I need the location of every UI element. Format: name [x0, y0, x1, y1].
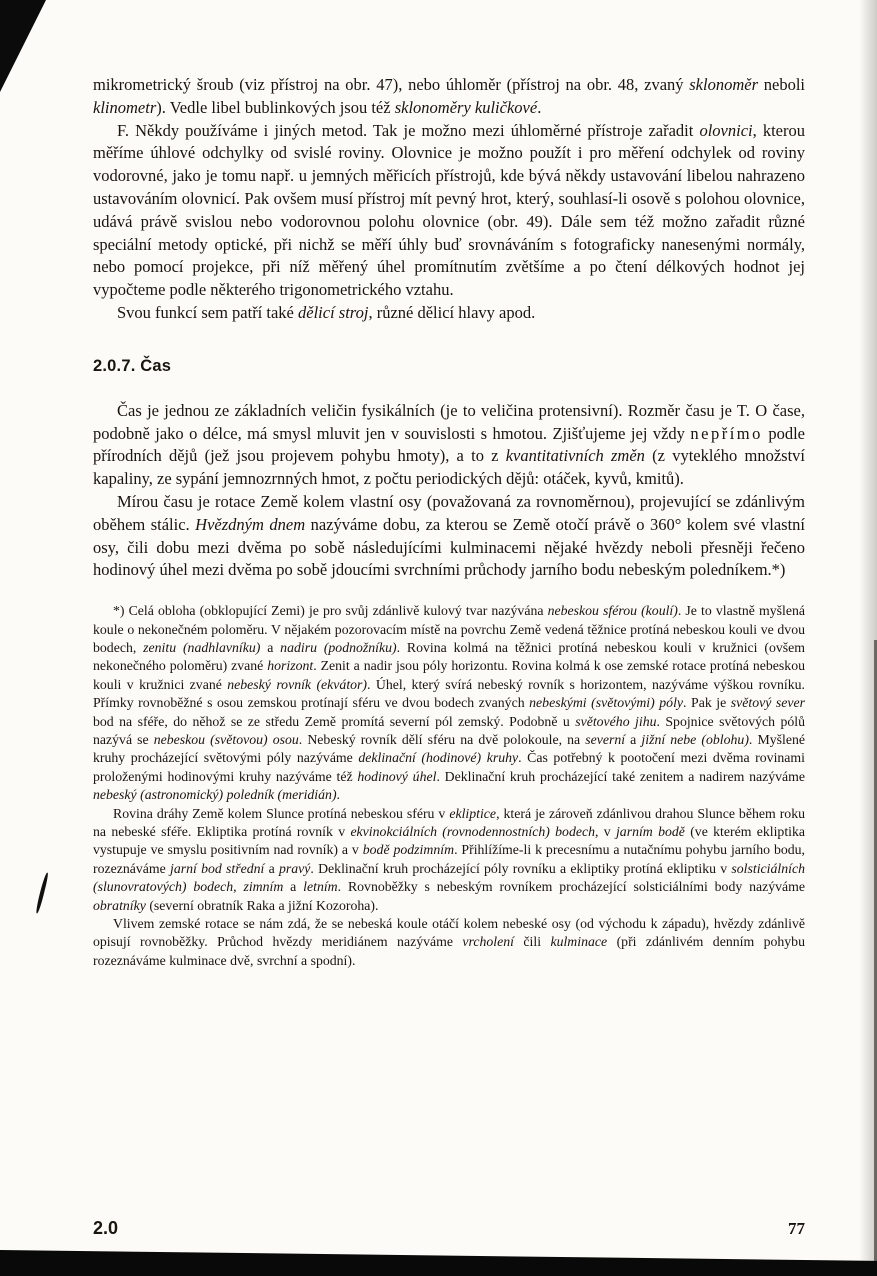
intro-text-block: [93, 74, 805, 325]
page-footer: [93, 1218, 805, 1239]
text-run: Rovina dráhy Země kolem Slunce protíná nebeskou sféru v: [113, 805, 450, 821]
text-run: Svou funkcí sem patří také: [117, 302, 299, 322]
italic-run: hodinový úhel: [357, 768, 437, 784]
italic-run: nadiru (podnožníku): [280, 639, 397, 655]
italic-run: nebeskou sférou (koulí): [547, 603, 678, 619]
italic-run: sklonoměry kuličkové: [394, 97, 538, 117]
text-run: a: [260, 639, 281, 655]
italic-run: obratníky: [93, 897, 146, 913]
italic-run: solsticiálních (slunovratových) bodech: [93, 860, 805, 895]
text-run: (severní obratník Raka a jižní Kozoroha).: [145, 897, 379, 913]
footer-section-number: 2.0: [93, 1218, 119, 1238]
text-run: . Přihlížíme-li k precesnímu a nutačnímu pohybu jarního bodu, rozeznáváme: [93, 842, 806, 876]
italic-run: nebeskými (světovými) póly: [529, 695, 684, 711]
text-run: F. Někdy používáme i jiných metod. Tak je možno mezi úhloměrné přístroje zařadit: [117, 120, 700, 140]
time-section-text-block: [93, 400, 805, 582]
italic-run: Hvězdným dnem: [195, 514, 306, 534]
text-run: Mírou času je rotace Země kolem vlastní osy (považovaná za rovnoměrnou), projevující se zdánlivým oběhem stálic.: [93, 491, 805, 534]
text-run: .: [336, 787, 340, 803]
text-run: . Úhel, který svírá nebeský rovník s horizontem, nazýváme výškou rovníku. Přímky rovnoběžné s osou zemskou protínají sféru ve dvou bodech zvaných: [93, 676, 805, 711]
text-run: nazýváme dobu, za kterou se Země otočí právě o 360° kolem své vlastní osy, čili dobu mezi dvěma po sobě následujícími kulminacemi nějaké hvězdy neboli přesněji řečeno hodinový úhel mezi dvěma po sobě jdoucími svrchními průchody jarního bodu nebeským poledníkem.*): [93, 514, 805, 580]
footer-page-number: 77: [788, 1219, 805, 1238]
text-run: bod na sféře, do něhož se ze středu Země promítá severní pól zemský. Podobně u: [93, 713, 576, 729]
spaced-run: nepřímo: [690, 423, 763, 443]
text-run: ,: [233, 879, 244, 895]
text-run: , různé dělicí hlavy apod.: [368, 302, 536, 322]
text-run: . Rovina kolmá na těžnici protíná nebeskou kouli v kružnici (ovšem nekonečného poloměru) zvané: [93, 639, 805, 674]
italic-run: vrcholení: [462, 934, 514, 950]
text-run: (z vyteklého množství kapaliny, ze sypání jemnozrnných hmot, z počtu periodických dějů: otáček, kyvů, kmitů).: [93, 446, 805, 489]
italic-run: sklonoměr: [689, 75, 759, 94]
italic-run: bodě podzimním: [362, 842, 455, 858]
paragraph: [93, 400, 805, 491]
text-run: ). Vedle libel bublinkových jsou též: [156, 97, 395, 117]
italic-run: světového jihu: [575, 713, 657, 729]
paragraph: [93, 805, 805, 915]
italic-run: deklinační (hodinové) kruhy: [358, 750, 519, 766]
text-run: . Zenit a nadir jsou póly horizontu. Rovina kolmá k ose zemské rotace protíná nebeskou kouli v kružnici zvané: [93, 658, 805, 692]
italic-run: jižní nebe (oblohu): [641, 731, 749, 747]
text-run: (ve kterém ekliptika vystupuje ve smyslu positivním nad rovník) a v: [93, 824, 806, 858]
paragraph: [93, 120, 805, 302]
text-run: podle přírodních dějů (jež jsou projevem pohybu hmoty), a to z: [93, 423, 805, 466]
italic-run: nebeskou (světovou) osou: [153, 731, 299, 747]
scan-artifact-left-edge-mark: [35, 872, 49, 914]
text-run: .: [537, 97, 542, 117]
text-run: (při zdánlivém denním pohybu rozeznáváme kulminace dvě, svrchní a spodní).: [93, 934, 805, 968]
text-run: . Myšlené kruhy procházející světovými póly nazýváme: [93, 731, 805, 766]
text-run: Vlivem zemské rotace se nám zdá, že se nebeská koule otáčí kolem nebeské osy (od východu k západu), hvězdy zdánlivě opisují rovnoběžky. Průchod hvězdy meridiánem nazýváme: [93, 916, 805, 950]
italic-run: olovnici: [699, 120, 753, 140]
footnote-block: [93, 602, 805, 970]
text-run: neboli: [758, 75, 805, 94]
text-run: , kterou měříme úhlové odchylky od svislé roviny. Olovnice je možno použít i pro měření odchylek od roviny vodorovné, jako je tomu např. u jemných měřicích přístrojů, kde bývá někdy ustavování libelou nahrazeno ustavováním olovnicí. Pak ovšem musí přístroj mít pevný hrot, který, souhlasí-li osově s polohou olovnice, udává právě svislou nebo vodorovnou polohu olovnice (obr. 49). Dále sem též možno zařadit různé speciální metody optické, při nichž se měří úhly buď srovnáváním s fotograficky nanesenými normály, nebo pomocí projekce, při níž měřený úhel promítnutím zvětšíme a po čtení délkových hodnot jej vypočteme podle některého trigonometrického vztahu.: [93, 120, 805, 300]
text-run: a: [625, 731, 642, 747]
italic-run: jarním bodě: [615, 824, 685, 840]
text-run: , v: [595, 824, 616, 840]
paragraph: [93, 915, 805, 970]
italic-run: zimním: [243, 879, 284, 895]
italic-run: zenitu (nadhlavníku): [143, 639, 261, 655]
italic-run: nebeský (astronomický) poledník (meridián): [93, 787, 337, 803]
text-run: . Čas potřebný k pootočení mezi dvěma rovinami proloženými hodinovými kruhy nazýváme též: [93, 750, 805, 784]
paragraph: [93, 602, 805, 804]
paragraph: [93, 74, 805, 120]
italic-run: kvantitativních změn: [505, 446, 645, 466]
text-run: mikrometrický šroub (viz přístroj na obr. 47), nebo úhloměr (přístroj na obr. 48, zvaný: [93, 75, 690, 94]
paragraph: [93, 302, 805, 325]
paragraph: [93, 491, 805, 582]
italic-run: jarní bod střední: [170, 860, 265, 876]
text-run: . Deklinační kruh procházející také zenitem a nadirem nazýváme: [436, 768, 805, 784]
italic-run: nebeský rovník (ekvátor): [227, 676, 368, 692]
text-run: čili: [513, 934, 551, 950]
section-heading: 2.0.7. Čas: [93, 356, 172, 375]
italic-run: horizont: [267, 658, 314, 674]
text-run: . Pak je: [683, 695, 731, 711]
text-run: . Nebeský rovník dělí sféru na dvě polokoule, na: [298, 731, 586, 747]
text-run: Čas je jednou ze základních veličin fysikálních (je to veličina protensivní). Rozměr času je T. O čase, podobně jako o délce, má smysl mluvit jen v souvislosti s hmotou. Zjišťujeme jej vždy: [93, 400, 805, 443]
scan-artifact-top-left-corner: [0, 0, 46, 92]
italic-run: dělicí stroj: [298, 302, 369, 322]
italic-run: světový sever: [730, 695, 806, 711]
italic-run: ekliptice: [449, 805, 497, 821]
italic-run: klinometr: [93, 97, 157, 117]
text-run: . Deklinační kruh procházející póly rovníku a ekliptiky protíná ekliptiku v: [310, 860, 732, 876]
italic-run: letním: [303, 879, 338, 895]
italic-run: pravý: [278, 860, 311, 876]
text-run: *) Celá obloha (obklopující Zemi) je pro svůj zdánlivě kulový tvar nazývána: [113, 603, 548, 619]
page-content: [93, 74, 805, 970]
italic-run: kulminace: [550, 934, 608, 950]
italic-run: ekvinokciálních (rovnodennostních) bodech: [350, 824, 595, 840]
text-run: a: [264, 860, 279, 876]
text-run: a: [283, 879, 304, 895]
text-run: , která je zároveň zdánlivou drahou Slunce během roku na nebeské sféře. Ekliptika protíná rovník v: [93, 805, 805, 840]
text-run: . Je to vlastně myšlená koule o nekonečném poloměru. V nějakém pozorovacím místě na povrchu Země vedená těžnice protíná nebeskou kouli ve dvou bodech,: [93, 603, 805, 655]
text-run: . Spojnice světových pólů nazývá se: [93, 713, 805, 747]
italic-run: severní: [585, 731, 626, 747]
scan-artifact-bottom-bar: [0, 1250, 877, 1276]
text-run: . Rovnoběžky s nebeským rovníkem procházející solsticiálními body nazýváme: [337, 879, 806, 895]
